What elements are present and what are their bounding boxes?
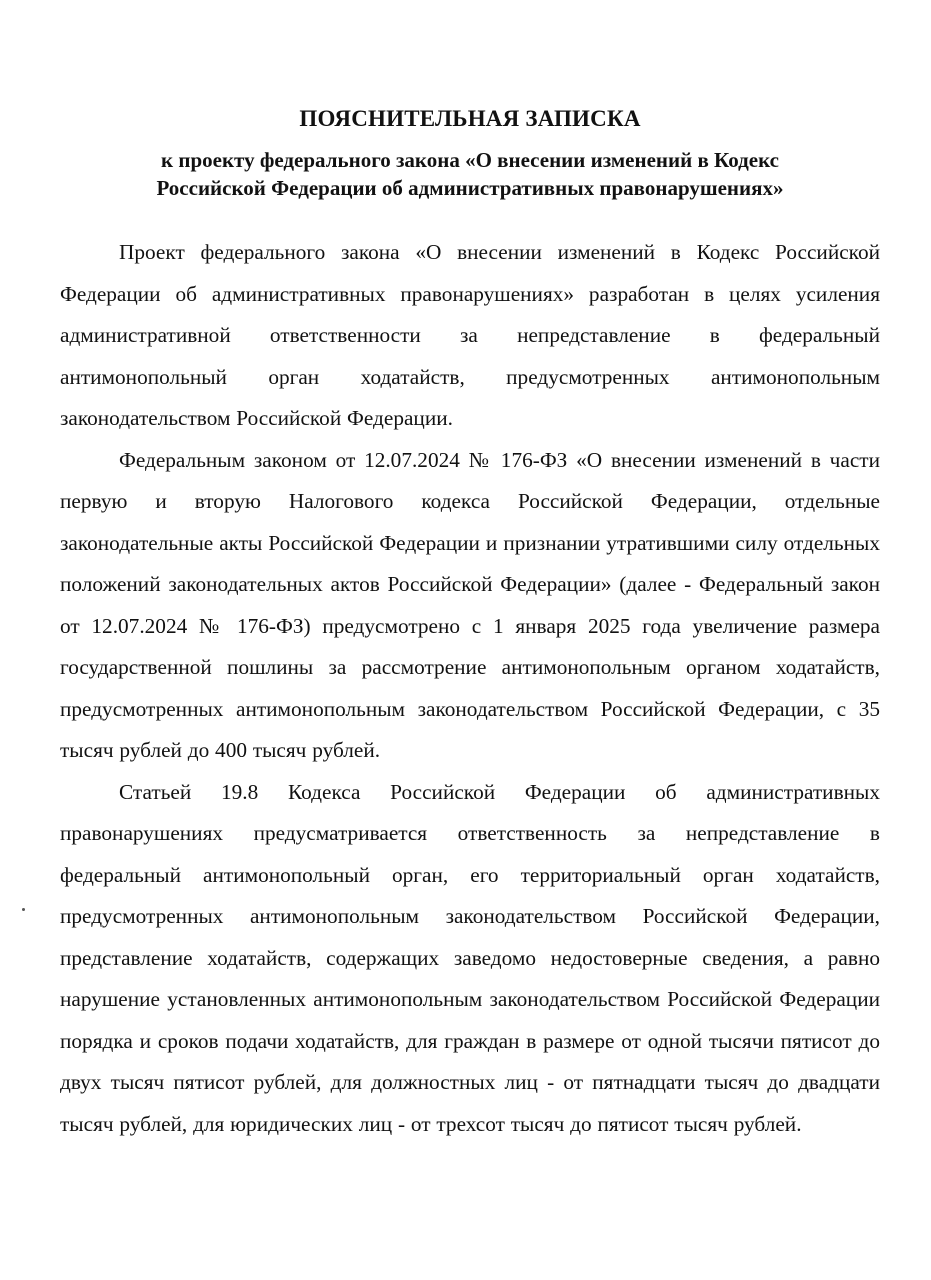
subtitle-line-2: Российской Федерации об административных правонарушениях»	[156, 176, 784, 200]
scan-speck	[22, 908, 25, 911]
paragraph-1: Проект федерального закона «О внесении изменений в Кодекс Российской Федерации об административных правонарушениях» разработан в целях усиления административной ответственности за непредставление в федеральный антимонопольный орган ходатайств, предусмотренных антимонопольным законодательством Российской Федерации.	[60, 240, 880, 430]
document-page	[60, 104, 880, 1145]
document-subtitle	[60, 146, 880, 202]
paragraph-2: Федеральным законом от 12.07.2024 № 176-ФЗ «О внесении изменений в части первую и вторую Налогового кодекса Российской Федерации, отдельные законодательные акты Российской Федерации и признании утратившими силу отдельных положений законодательных актов Российской Федерации» (далее - Федеральный закон от 12.07.2024 № 176-ФЗ) предусмотрено с 1 января 2025 года увеличение размера государственной пошлины за рассмотрение антимонопольным органом ходатайств, предусмотренных антимонопольным законодательством Российской Федерации, с 35 тысяч рублей до 400 тысяч рублей.	[60, 447, 880, 762]
paragraph-3: Статьей 19.8 Кодекса Российской Федерации об административных правонарушениях предусматривается ответственность за непредставление в федеральный антимонопольный орган, его территориальный орган ходатайств, предусмотренных антимонопольным законодательством Российской Федерации, представление ходатайств, содержащих заведомо недостоверные сведения, а равно нарушение установленных антимонопольным законодательством Российской Федерации порядка и сроков подачи ходатайств, для граждан в размере от одной тысячи пятисот до двух тысяч пятисот рублей, для должностных лиц - от пятнадцати тысяч до двадцати тысяч рублей, для юридических лиц - от трехсот тысяч до пятисот тысяч рублей.	[60, 779, 880, 1136]
subtitle-line-1: к проекту федерального закона «О внесении изменений в Кодекс	[161, 148, 779, 172]
document-title: ПОЯСНИТЕЛЬНАЯ ЗАПИСКА	[299, 106, 641, 131]
